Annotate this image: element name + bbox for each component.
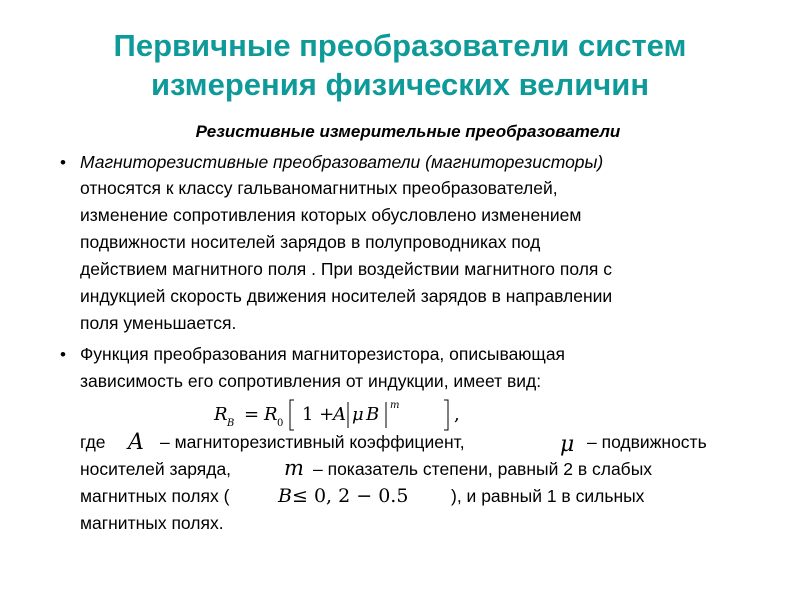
- formula-eq: =: [244, 404, 260, 425]
- formula-lhs: R: [214, 404, 228, 425]
- bullet-2-line-2: зависимость его сопротивления от индукции, имеет вид:: [80, 371, 542, 391]
- symbol-mu: μ: [560, 432, 575, 457]
- bullet-1-line-5: действием магнитного поля . При воздействии магнитного поля с: [80, 259, 613, 279]
- formula-one-plus: 1 +: [302, 404, 335, 425]
- formula-b: B: [366, 404, 380, 425]
- where-line-3-end: ), и равный 1 в сильных: [451, 486, 645, 506]
- formula-mu: μ: [352, 404, 364, 425]
- bullet-1-marker: •: [60, 153, 66, 172]
- where-line-2: носителей заряда,: [80, 459, 232, 479]
- bullet-1-line-7: поля уменьшается.: [80, 313, 237, 333]
- formula-coef: A: [333, 404, 346, 425]
- formula-r0-sub: 0: [277, 418, 284, 429]
- condition-range: ≤ 0, 2 − 0.5: [292, 485, 409, 507]
- bullet-1-line-3: изменение сопротивления которых обусловлено изменением: [80, 205, 582, 225]
- symbol-a: A: [128, 430, 144, 455]
- formula-exponent: m: [390, 400, 400, 411]
- transfer-function-formula: [210, 396, 470, 436]
- bullet-1-line-1: Магниторезистивные преобразователи (магниторезисторы): [80, 152, 604, 172]
- slide-subtitle: Резистивные измерительные преобразователи: [195, 122, 621, 141]
- formula-lhs-sub: B: [227, 418, 235, 429]
- formula-left-bracket: [290, 400, 294, 430]
- text-m-desc: – показатель степени, равный 2 в слабых: [313, 459, 653, 479]
- bullet-2-line-1: Функция преобразования магниторезистора, описывающая: [80, 344, 566, 364]
- formula-right-bracket: [444, 400, 448, 430]
- title-line-2: измерения физических величин: [150, 67, 650, 102]
- where-line-4: магнитных полях.: [80, 513, 224, 533]
- slide-title: [0, 26, 800, 104]
- symbol-m: m: [284, 456, 304, 480]
- formula-comma: ,: [454, 404, 460, 425]
- bullet-1-line-6: индукцией скорость движения носителей зарядов в направлении: [80, 286, 613, 306]
- condition-b: B: [278, 485, 292, 507]
- formula-r0: R: [264, 404, 278, 425]
- where-line-3-start: магнитных полях (: [80, 486, 230, 506]
- title-line-1: Первичные преобразователи систем: [113, 28, 687, 63]
- where-label: где: [80, 432, 106, 452]
- bullet-1-line-4: подвижности носителей зарядов в полупроводниках под: [80, 232, 541, 252]
- bullet-2-marker: •: [60, 345, 66, 364]
- bullet-1-line-2: относятся к классу гальваномагнитных преобразователей,: [80, 178, 558, 198]
- text-a-desc: – магниторезистивный коэффициент,: [160, 432, 465, 452]
- text-mu-desc: – подвижность: [587, 432, 707, 452]
